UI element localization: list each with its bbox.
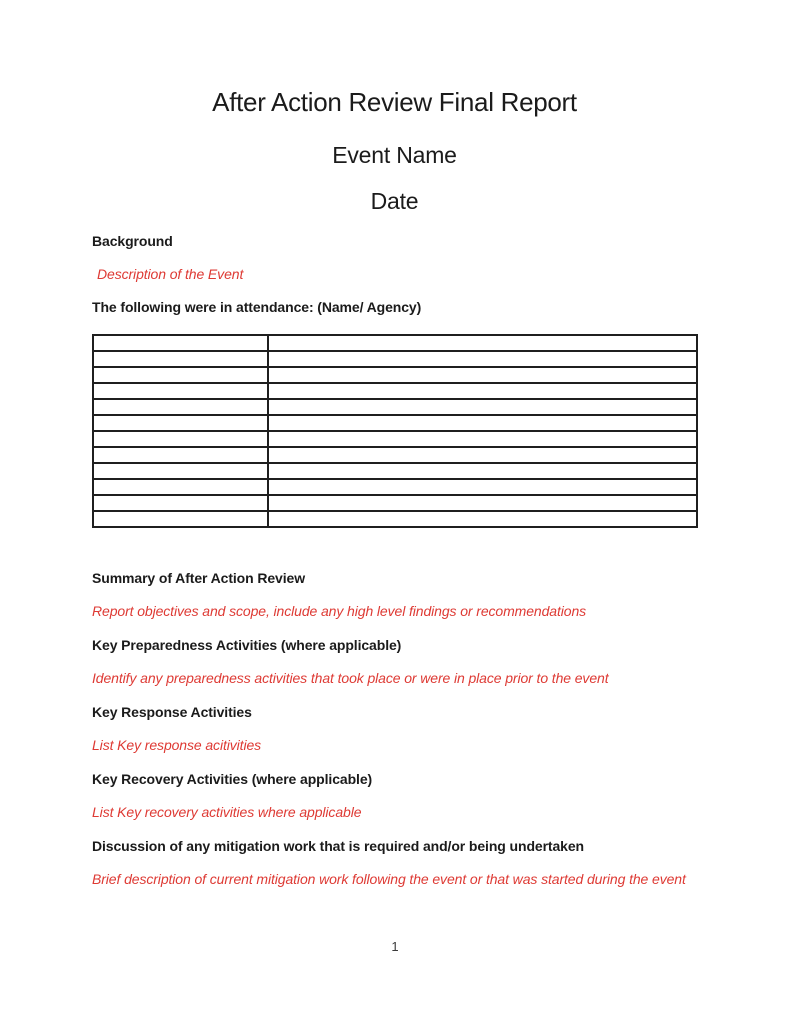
attendance-name-cell[interactable]	[93, 367, 268, 383]
attendance-table-row	[93, 415, 697, 431]
attendance-table-row	[93, 383, 697, 399]
attendance-name-cell[interactable]	[93, 335, 268, 351]
page-number: 1	[391, 939, 399, 954]
attendance-name-cell[interactable]	[93, 479, 268, 495]
attendance-name-cell[interactable]	[93, 511, 268, 527]
attendance-agency-cell[interactable]	[268, 511, 697, 527]
attendance-name-cell[interactable]	[93, 431, 268, 447]
attendance-name-cell[interactable]	[93, 383, 268, 399]
background-heading: Background	[92, 233, 173, 249]
attendance-table-row	[93, 463, 697, 479]
recovery-note: List Key recovery activities where applicable	[92, 804, 362, 820]
attendance-agency-cell[interactable]	[268, 335, 697, 351]
attendance-table-row	[93, 447, 697, 463]
report-title: After Action Review Final Report	[212, 87, 577, 117]
attendance-agency-cell[interactable]	[268, 479, 697, 495]
recovery-heading: Key Recovery Activities (where applicable)	[92, 771, 373, 787]
attendance-agency-cell[interactable]	[268, 383, 697, 399]
mitigation-note: Brief description of current mitigation work following the event or that was started during the event	[92, 871, 686, 887]
attendance-name-cell[interactable]	[93, 447, 268, 463]
attendance-agency-cell[interactable]	[268, 351, 697, 367]
mitigation-heading: Discussion of any mitigation work that is required and/or being undertaken	[92, 838, 585, 854]
background-note: Description of the Event	[97, 266, 244, 282]
attendance-label: The following were in attendance: (Name/ Agency)	[92, 299, 422, 315]
date-line: Date	[370, 188, 419, 214]
attendance-agency-cell[interactable]	[268, 447, 697, 463]
response-heading: Key Response Activities	[92, 704, 252, 720]
attendance-agency-cell[interactable]	[268, 415, 697, 431]
attendance-agency-cell[interactable]	[268, 495, 697, 511]
attendance-agency-cell[interactable]	[268, 431, 697, 447]
attendance-table-row	[93, 367, 697, 383]
attendance-table-row	[93, 431, 697, 447]
preparedness-heading: Key Preparedness Activities (where applicable)	[92, 637, 402, 653]
attendance-name-cell[interactable]	[93, 463, 268, 479]
attendance-name-cell[interactable]	[93, 415, 268, 431]
event-name-line: Event Name	[332, 142, 457, 168]
summary-heading: Summary of After Action Review	[92, 570, 306, 586]
attendance-table-row	[93, 479, 697, 495]
attendance-agency-cell[interactable]	[268, 399, 697, 415]
preparedness-note: Identify any preparedness activities that took place or were in place prior to the event	[92, 670, 609, 686]
attendance-agency-cell[interactable]	[268, 367, 697, 383]
attendance-table-row	[93, 511, 697, 527]
attendance-table-body	[93, 335, 697, 527]
attendance-table-row	[93, 495, 697, 511]
response-note: List Key response acitivities	[92, 737, 262, 753]
summary-note: Report objectives and scope, include any high level findings or recommendations	[92, 603, 587, 619]
attendance-agency-cell[interactable]	[268, 463, 697, 479]
attendance-name-cell[interactable]	[93, 495, 268, 511]
attendance-table-row	[93, 351, 697, 367]
attendance-name-cell[interactable]	[93, 351, 268, 367]
attendance-name-cell[interactable]	[93, 399, 268, 415]
attendance-table	[92, 334, 698, 528]
attendance-table-row	[93, 399, 697, 415]
attendance-table-row	[93, 335, 697, 351]
